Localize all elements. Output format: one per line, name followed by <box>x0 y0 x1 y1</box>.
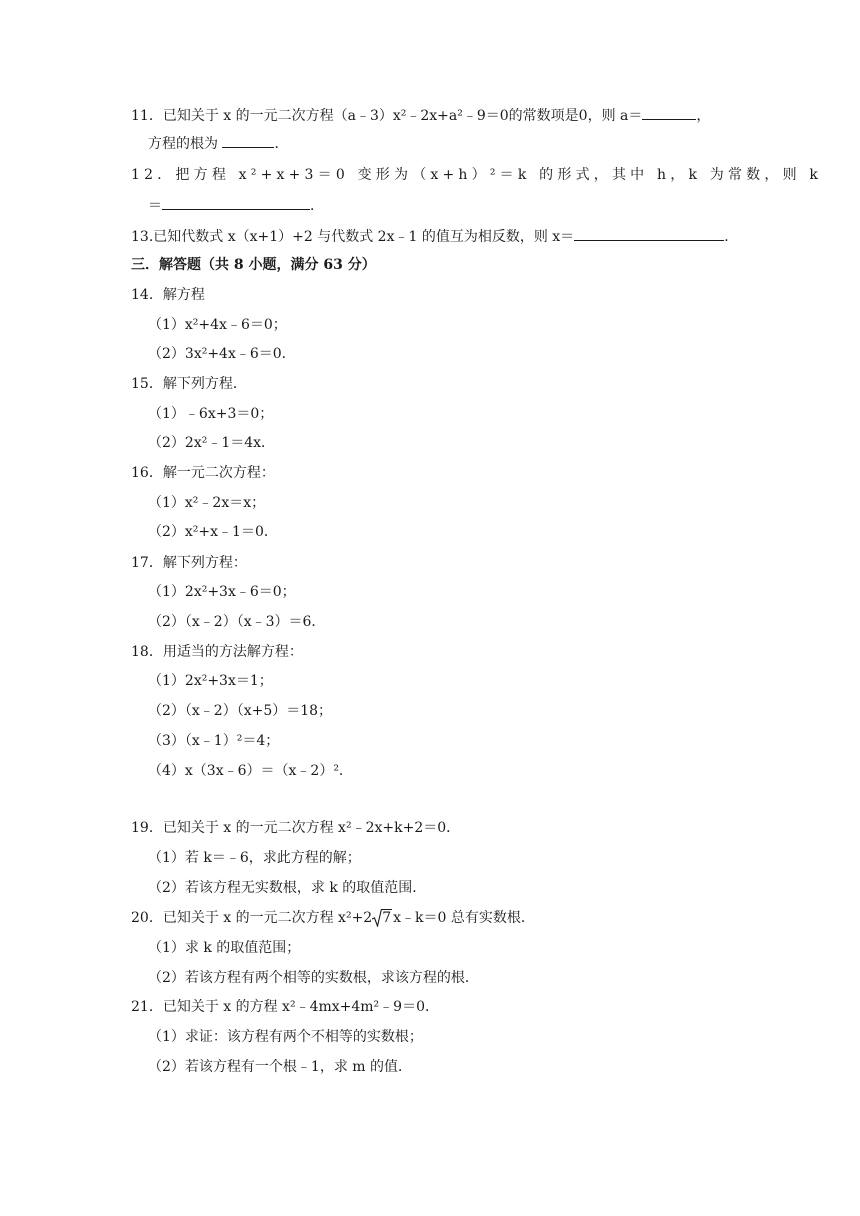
question-18-part-2: （2）（x﹣2）（x+5）＝18； <box>148 703 333 719</box>
question-17-part-1: （1）2x²+3x﹣6＝0； <box>148 584 296 600</box>
punctuation: ． <box>310 198 324 214</box>
question-11-line-2 <box>148 133 288 154</box>
question-15-part-2: （2）2x²﹣1＝4x． <box>148 435 276 451</box>
question-17-stem: 17．解下列方程： <box>131 555 247 571</box>
question-18-part-1: （1）2x²+3x＝1； <box>148 673 273 689</box>
answer-blank-12[interactable] <box>162 195 310 210</box>
punctuation: ， <box>696 108 711 124</box>
question-14-part-1: （1）x²+4x﹣6＝0； <box>148 317 287 333</box>
question-21-part-2: （2）若该方程有一个根﹣1，求 m 的值． <box>148 1059 412 1075</box>
question-19-stem: 19．已知关于 x 的一元二次方程 x²﹣2x+k+2＝0． <box>131 820 461 836</box>
question-21-part-1: （1）求证：该方程有两个不相等的实数根； <box>148 1029 423 1045</box>
answer-blank-11b[interactable] <box>222 133 274 148</box>
question-15-part-1: （1）﹣6x+3＝0； <box>148 406 274 422</box>
question-12-text: 12．把方程 x²+x+3＝0 变形为（x+h）²＝k 的形式，其中 h，k 为常数，则 k <box>131 167 823 183</box>
question-13 <box>131 226 738 247</box>
punctuation: ． <box>274 136 289 152</box>
question-20-text-a: 20．已知关于 x 的一元二次方程 x²+2 <box>131 910 373 926</box>
question-18-part-4: （4）x（3x﹣6）＝（x﹣2）²． <box>148 763 353 779</box>
question-19-part-2: （2）若该方程无实数根，求 k 的取值范围． <box>148 880 427 896</box>
question-14-part-2: （2）3x²+4x﹣6＝0． <box>148 346 296 362</box>
question-18-stem: 18．用适当的方法解方程： <box>131 644 303 660</box>
question-12-line-1 <box>131 165 822 185</box>
question-19-part-1: （1）若 k＝﹣6，求此方程的解； <box>148 850 361 866</box>
question-16-part-1: （1）x²﹣2x＝x； <box>148 495 266 511</box>
question-14-stem: 14．解方程 <box>131 287 205 303</box>
question-15-stem: 15．解下列方程． <box>131 376 247 392</box>
question-20-part-1: （1）求 k 的取值范围； <box>148 940 301 956</box>
question-20-text-b: x﹣k＝0 总有实数根． <box>393 910 535 926</box>
question-11-text: 11．已知关于 x 的一元二次方程（a﹣3）x²﹣2x+a²﹣9＝0的常数项是0，则 a＝ <box>131 108 643 124</box>
answer-blank-13[interactable] <box>574 226 724 241</box>
square-root-symbol <box>372 908 392 928</box>
question-16-stem: 16．解一元二次方程： <box>131 465 275 481</box>
punctuation: ． <box>724 229 739 245</box>
question-18-part-3: （3）（x﹣1）²＝4； <box>148 733 280 749</box>
question-20-part-2: （2）若该方程有两个相等的实数根，求该方程的根． <box>148 970 479 986</box>
radicand: 7 <box>382 910 392 926</box>
answer-blank-11a[interactable] <box>642 105 696 120</box>
question-12-text-2: ＝ <box>148 198 162 214</box>
question-20-stem <box>131 908 535 928</box>
question-17-part-2: （2）（x﹣2）（x﹣3）＝6． <box>148 614 326 630</box>
question-11-line-1 <box>131 105 710 126</box>
question-21-stem: 21．已知关于 x 的方程 x²﹣4mx+4m²﹣9＝0． <box>131 999 439 1015</box>
question-12-line-2 <box>148 195 324 216</box>
section-heading: 三．解答题（共 8 小题，满分 63 分） <box>131 257 376 273</box>
radical-sign-icon <box>372 909 382 927</box>
question-13-text: 13.已知代数式 x（x+1）+2 与代数式 2x﹣1 的值互为相反数，则 x＝ <box>131 229 575 245</box>
question-16-part-2: （2）x²+x﹣1＝0． <box>148 524 278 540</box>
question-11-text-2: 方程的根为 <box>148 136 218 152</box>
